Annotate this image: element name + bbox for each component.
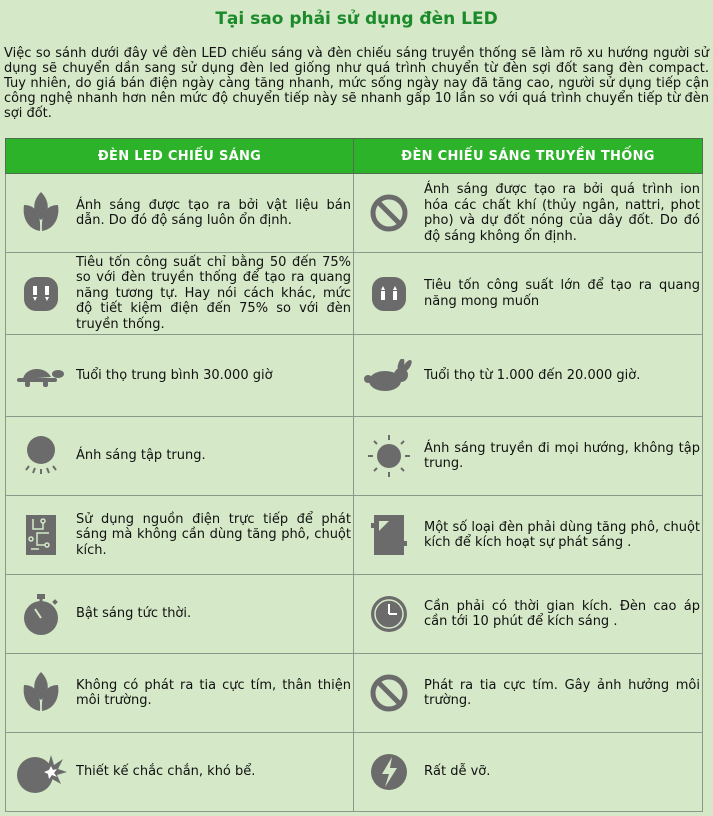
traditional-cell: [354, 654, 703, 733]
led-cell: [6, 417, 354, 496]
led-text: Bật sáng tức thời.: [76, 606, 192, 622]
traditional-text: Một số loại đèn phải dùng tăng phô, chuột kích để kích hoạt sự phát sáng .: [424, 519, 700, 550]
leaf-icon: [6, 670, 76, 716]
leaf-icon: [6, 190, 76, 236]
traditional-cell: [354, 335, 703, 417]
table-row: [6, 733, 703, 812]
led-text: Tiêu tốn công suất chỉ bằng 50 đến 75% so với đèn truyền thống để tạo ra quang năng tương tự. Hay nói cách khác, mức độ tiết kiệm điện đến 75% so với đèn truyền thống.: [76, 254, 351, 332]
power-outlet-icon: [6, 275, 76, 313]
table-row: [6, 654, 703, 733]
traditional-cell: [354, 575, 703, 654]
led-cell: [6, 733, 354, 812]
led-cell: [6, 575, 354, 654]
traditional-text: Tuổi thọ từ 1.000 đến 20.000 giờ.: [424, 367, 641, 383]
table-row: [6, 174, 703, 253]
table-row: [6, 417, 703, 496]
power-outlet-icon: [354, 275, 424, 313]
traditional-cell: [354, 174, 703, 253]
led-text: Thiết kế chắc chắn, khó bể.: [76, 764, 256, 780]
impact-icon: [6, 749, 76, 795]
led-cell: [6, 654, 354, 733]
header-led: ĐÈN LED CHIẾU SÁNG: [6, 139, 354, 174]
ballast-icon: [354, 513, 424, 557]
led-text: Không có phát ra tia cực tím, thân thiện môi trường.: [76, 677, 351, 708]
table-row: [6, 253, 703, 335]
clock-icon: [354, 594, 424, 634]
traditional-text: Phát ra tia cực tím. Gây ảnh hưởng môi trường.: [424, 677, 700, 708]
led-text: Ánh sáng được tạo ra bởi vật liệu bán dẫn. Do đó độ sáng luôn ổn định.: [76, 197, 351, 228]
prohibited-icon: [354, 673, 424, 713]
prohibited-icon: [354, 193, 424, 233]
broken-icon: [354, 752, 424, 792]
sun-icon: [354, 433, 424, 479]
traditional-cell: [354, 496, 703, 575]
page-title: Tại sao phải sử dụng đèn LED: [215, 9, 498, 29]
circuit-board-icon: [6, 513, 76, 557]
table-row: [6, 496, 703, 575]
table-row: [6, 335, 703, 417]
traditional-text: Ánh sáng được tạo ra bởi quá trình ion hóa các chất khí (thủy ngân, nattri, phot pho) và dự đốt nóng của dây đốt. Do đó độ sáng không ổn định.: [424, 182, 700, 244]
comparison-table: [5, 138, 703, 812]
stopwatch-icon: [6, 592, 76, 636]
traditional-text: Cần phải có thời gian kích. Đèn cao áp cần tới 10 phút để kích sáng .: [424, 598, 700, 629]
traditional-text: Tiêu tốn công suất lớn để tạo ra quang năng mong muốn: [424, 278, 700, 309]
intro-paragraph: Việc so sánh dưới đây về đèn LED chiếu sáng và đèn chiếu sáng truyền thống sẽ làm rõ xu hướng người sử dụng sẽ chuyển dần sang sử dụng đèn led giống như quá trình chuyển từ đèn sợi đốt sang đèn compact. Tuy nhiên, do giá bán điện ngày càng tăng nhanh, mức sống ngày nay đã tăng cao, người sử dụng tiếp cận công nghệ nhanh hơn nên mức độ chuyển tiếp này sẽ nhanh gấp 10 lần so với quá trình chuyển tiếp từ đèn sợi đốt.: [4, 46, 709, 121]
led-cell: [6, 335, 354, 417]
traditional-text: Ánh sáng truyền đi mọi hướng, không tập trung.: [424, 440, 700, 471]
led-text: Sử dụng nguồn điện trực tiếp để phát sáng mà không cần dùng tăng phô, chuột kích.: [76, 511, 351, 558]
traditional-cell: [354, 733, 703, 812]
led-cell: [6, 174, 354, 253]
traditional-cell: [354, 417, 703, 496]
table-row: [6, 575, 703, 654]
header-traditional: ĐÈN CHIẾU SÁNG TRUYỀN THỐNG: [354, 139, 703, 174]
turtle-icon: [6, 361, 76, 391]
led-text: Ánh sáng tập trung.: [76, 448, 206, 464]
led-cell: [6, 496, 354, 575]
focused-light-icon: [6, 434, 76, 478]
traditional-text: Rất dễ vỡ.: [424, 764, 491, 780]
led-text: Tuổi thọ trung bình 30.000 giờ: [76, 367, 273, 383]
led-cell: [6, 253, 354, 335]
traditional-cell: [354, 253, 703, 335]
rabbit-icon: [354, 359, 424, 393]
